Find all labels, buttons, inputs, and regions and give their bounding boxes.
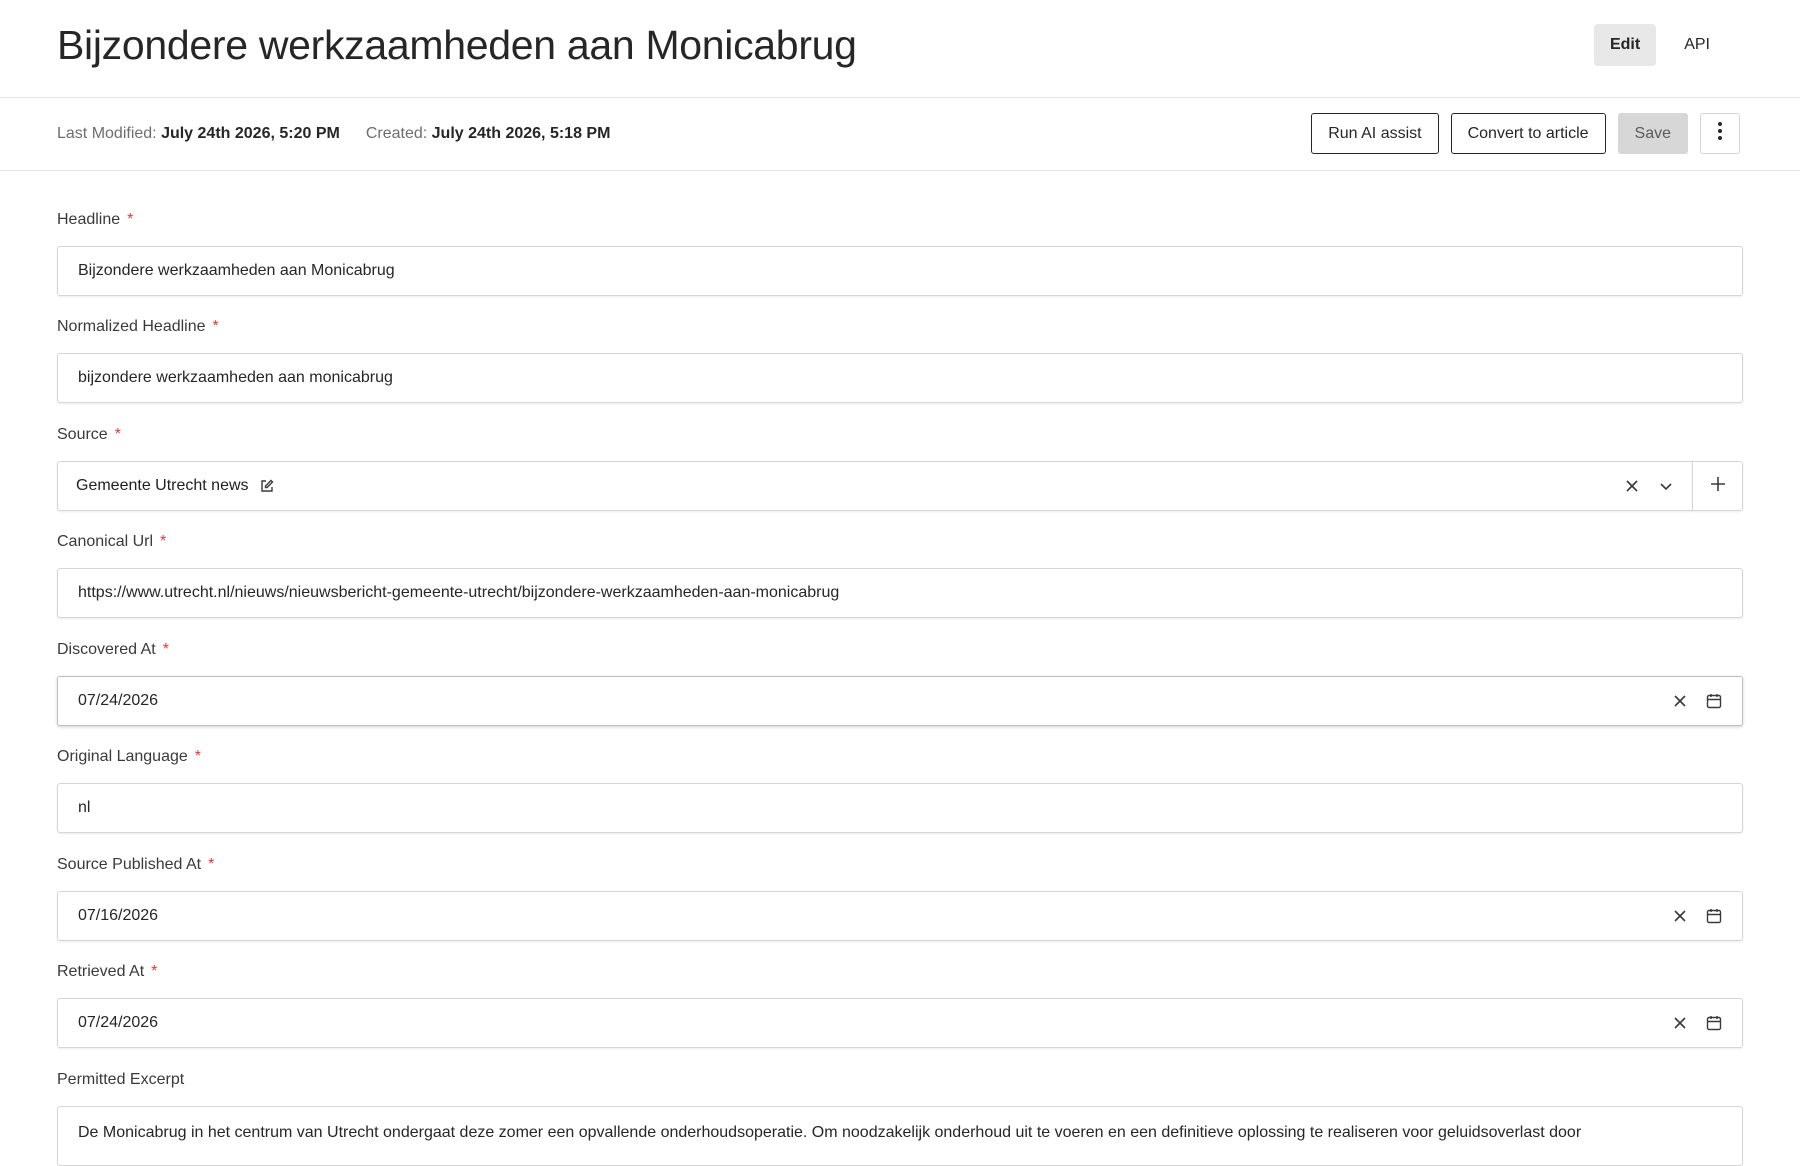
created-value: July 24th 2026, 5:18 PM <box>431 125 611 142</box>
normalized-headline-label <box>57 315 1743 339</box>
required-marker: * <box>160 533 167 550</box>
permitted-excerpt-value: De Monicabrug in het centrum van Utrecht ondergaat deze zomer een opvallende onderhoudsoperatie. Om noodzakelijk onderhoud uit te voeren en een definitieve oplossing te realiseren voor geluidsoverlast door <box>78 1124 1582 1141</box>
canonical-url-input[interactable] <box>57 568 1743 618</box>
retrieved-at-label-text: Retrieved At <box>57 963 145 980</box>
required-marker: * <box>127 211 134 228</box>
created-label: Created: <box>365 125 428 142</box>
source-label <box>57 423 1743 447</box>
discovered-at-input[interactable] <box>57 676 1743 726</box>
view-tabs <box>1594 24 1726 66</box>
required-marker: * <box>162 641 169 658</box>
source-field <box>57 423 1743 511</box>
run-ai-assist-button[interactable]: Run AI assist <box>1311 113 1438 154</box>
retrieved-at-label <box>57 960 1743 984</box>
discovered-at-label <box>57 638 1743 662</box>
normalized-headline-value: bijzondere werkzaamheden aan monicabrug <box>78 369 393 386</box>
retrieved-at-input[interactable] <box>57 998 1743 1048</box>
tab-edit[interactable]: Edit <box>1594 24 1656 66</box>
clear-icon[interactable] <box>1672 693 1688 709</box>
last-modified-label: Last Modified: <box>57 125 157 142</box>
last-modified-value: July 24th 2026, 5:20 PM <box>161 125 340 142</box>
retrieved-at-value: 07/24/2026 <box>78 1014 159 1031</box>
calendar-icon[interactable] <box>1706 1015 1722 1031</box>
tab-api[interactable]: API <box>1684 36 1710 53</box>
original-language-value: nl <box>78 799 91 816</box>
normalized-headline-label-text: Normalized Headline <box>57 318 206 335</box>
save-button[interactable]: Save <box>1618 113 1688 154</box>
original-language-label-text: Original Language <box>57 748 188 765</box>
normalized-headline-input[interactable] <box>57 353 1743 403</box>
timestamps <box>57 125 610 143</box>
more-options-button[interactable] <box>1700 113 1740 154</box>
required-marker: * <box>194 748 201 765</box>
date-controls <box>1672 908 1722 924</box>
source-published-at-label-text: Source Published At <box>57 856 202 873</box>
required-marker: * <box>114 426 121 443</box>
discovered-at-value: 07/24/2026 <box>78 692 159 709</box>
required-marker: * <box>212 318 219 335</box>
original-language-label <box>57 745 1743 769</box>
convert-to-article-button[interactable]: Convert to article <box>1451 113 1606 154</box>
meta-bar <box>0 98 1800 171</box>
plus-icon <box>1711 477 1725 496</box>
page-title: Bijzondere werkzaamheden aan Monicabrug <box>57 22 857 68</box>
more-vertical-icon <box>1718 122 1722 145</box>
date-controls <box>1672 693 1722 709</box>
normalized-headline-field <box>57 315 1743 403</box>
clear-icon[interactable] <box>1672 908 1688 924</box>
retrieved-at-field <box>57 960 1743 1048</box>
canonical-url-value: https://www.utrecht.nl/nieuws/nieuwsbericht-gemeente-utrecht/bijzondere-werkzaamheden-aan-monicabrug <box>78 584 840 601</box>
canonical-url-label-text: Canonical Url <box>57 533 154 550</box>
permitted-excerpt-textarea[interactable] <box>57 1106 1743 1166</box>
source-published-at-value: 07/16/2026 <box>78 907 159 924</box>
original-language-field <box>57 745 1743 833</box>
source-select-group <box>57 461 1743 511</box>
source-published-at-input[interactable] <box>57 891 1743 941</box>
clear-icon[interactable] <box>1672 1015 1688 1031</box>
last-modified <box>57 125 340 143</box>
source-value: Gemeente Utrecht news <box>76 477 249 494</box>
calendar-icon[interactable] <box>1706 908 1722 924</box>
headline-label <box>57 208 1743 232</box>
permitted-excerpt-field <box>57 1068 1743 1166</box>
discovered-at-label-text: Discovered At <box>57 641 156 658</box>
clear-icon[interactable] <box>1624 478 1640 494</box>
header <box>0 0 1800 98</box>
source-select-controls <box>1624 478 1674 494</box>
edit-icon[interactable] <box>259 478 275 494</box>
headline-input[interactable] <box>57 246 1743 296</box>
canonical-url-label <box>57 530 1743 554</box>
source-published-at-field <box>57 853 1743 941</box>
headline-label-text: Headline <box>57 211 121 228</box>
add-source-button[interactable] <box>1692 461 1743 511</box>
source-published-at-label <box>57 853 1743 877</box>
action-buttons <box>1311 113 1740 154</box>
created <box>366 125 611 143</box>
chevron-down-icon[interactable] <box>1658 478 1674 494</box>
headline-field <box>57 208 1743 296</box>
source-label-text: Source <box>57 426 108 443</box>
discovered-at-field <box>57 638 1743 726</box>
original-language-input[interactable] <box>57 783 1743 833</box>
headline-value: Bijzondere werkzaamheden aan Monicabrug <box>78 262 395 279</box>
required-marker: * <box>208 856 215 873</box>
date-controls <box>1672 1015 1722 1031</box>
source-select[interactable] <box>57 461 1692 511</box>
calendar-icon[interactable] <box>1706 693 1722 709</box>
permitted-excerpt-label: Permitted Excerpt <box>57 1071 185 1088</box>
required-marker: * <box>151 963 158 980</box>
canonical-url-field <box>57 530 1743 618</box>
